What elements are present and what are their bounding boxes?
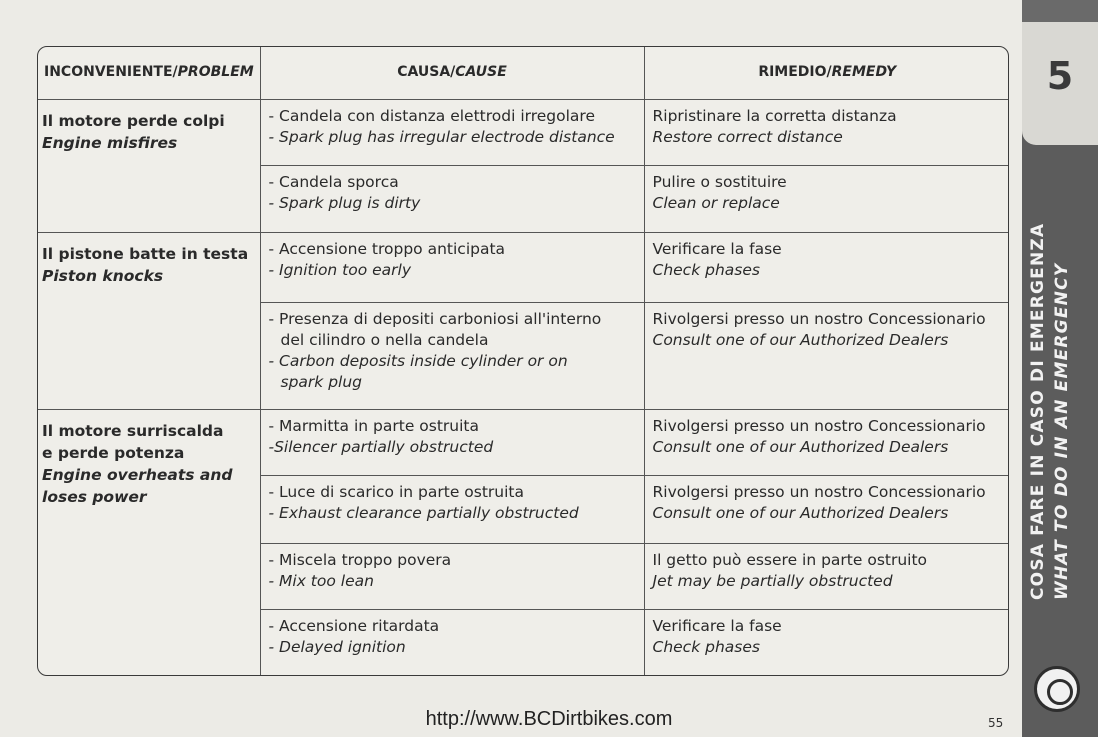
cause-cell: - Presenza di depositi carboniosi all'interno del cilindro o nella candela - Carbon deposits inside cylinder or on spark plug (260, 302, 644, 409)
cause-cell: - Miscela troppo povera - Mix too lean (260, 543, 644, 609)
chapter-title (1026, 170, 1074, 600)
chapter-title-it: COSA FARE IN CASO DI EMERGENZA (1028, 222, 1048, 600)
table-header-row (38, 47, 1009, 99)
cause-cell: - Accensione troppo anticipata - Ignition too early (260, 232, 644, 302)
problem-cell: Il motore perde colpi Engine misfires (38, 99, 260, 232)
remedy-cell: Pulire o sostituire Clean or replace (644, 165, 1009, 232)
problem-cell: Il motore surriscalda e perde potenza Engine overheats and loses power (38, 409, 260, 676)
problem-cell: Il pistone batte in testa Piston knocks (38, 232, 260, 409)
remedy-cell: Il getto può essere in parte ostruito Jet may be partially obstructed (644, 543, 1009, 609)
remedy-cell: Rivolgersi presso un nostro Concessionario Consult one of our Authorized Dealers (644, 302, 1009, 409)
table-row (38, 409, 1009, 475)
remedy-cell: Rivolgersi presso un nostro Concessionario Consult one of our Authorized Dealers (644, 475, 1009, 543)
remedy-cell: Rivolgersi presso un nostro Concessionario Consult one of our Authorized Dealers (644, 409, 1009, 475)
troubleshooting-table (37, 46, 1009, 676)
table-row (38, 99, 1009, 165)
remedy-cell: Ripristinare la corretta distanza Restore correct distance (644, 99, 1009, 165)
brand-logo-icon (1034, 666, 1080, 712)
header-remedy: RIMEDIO/REMEDY (644, 47, 1009, 99)
cause-cell: - Accensione ritardata - Delayed ignition (260, 609, 644, 676)
chapter-title-en: WHAT TO DO IN AN EMERGENCY (1052, 262, 1072, 600)
remedy-cell: Verificare la fase Check phases (644, 232, 1009, 302)
cause-cell: - Candela con distanza elettrodi irregolare - Spark plug has irregular electrode distance (260, 99, 644, 165)
header-cause: CAUSA/CAUSE (260, 47, 644, 99)
cause-cell: - Candela sporca - Spark plug is dirty (260, 165, 644, 232)
chapter-number: 5 (1046, 54, 1074, 98)
page-number: 55 (988, 716, 1004, 730)
footer-url: http://www.BCDirtbikes.com (425, 708, 673, 730)
cause-cell: - Luce di scarico in parte ostruita - Exhaust clearance partially obstructed (260, 475, 644, 543)
header-problem: INCONVENIENTE/PROBLEM (38, 47, 260, 99)
remedy-cell: Verificare la fase Check phases (644, 609, 1009, 676)
cause-cell: - Marmitta in parte ostruita -Silencer partially obstructed (260, 409, 644, 475)
table-row (38, 232, 1009, 302)
